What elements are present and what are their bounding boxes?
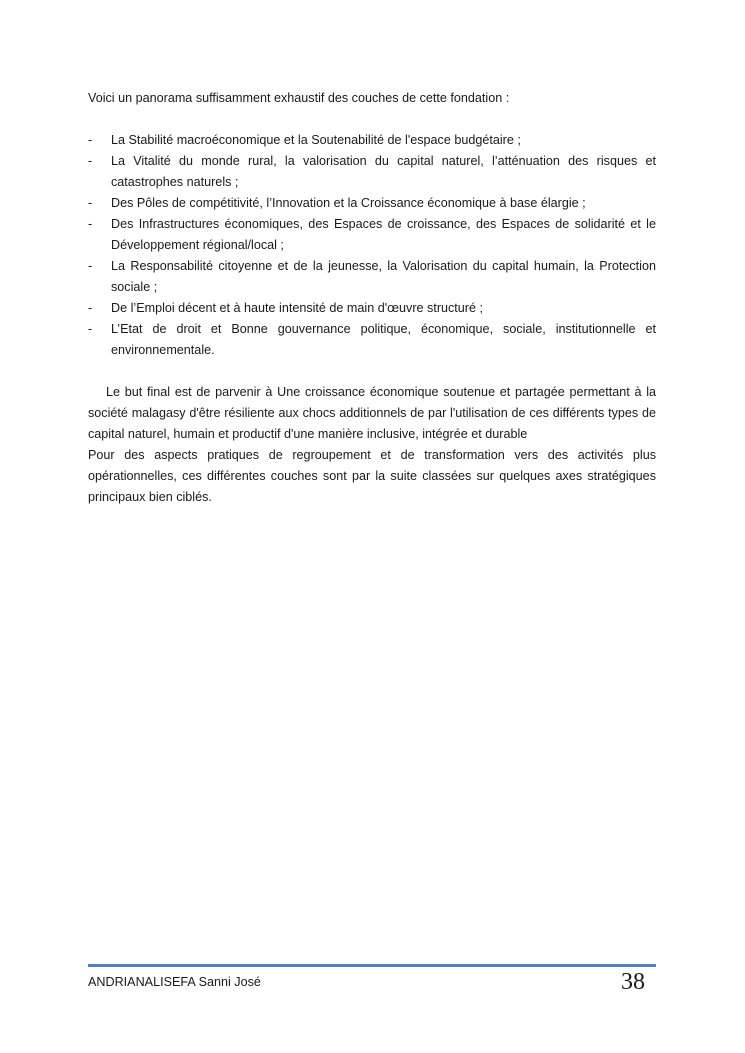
list-item <box>88 130 656 151</box>
goal-paragraph: Le but final est de parvenir à Une croissance économique soutenue et partagée permettant à la société malagasy d'être résiliente aux chocs additionnels de par l'utilisation de ces différents types de capital naturel, humain et productif d'une manière inclusive, intégrée et durable <box>88 385 656 441</box>
footer-rule <box>88 964 656 967</box>
bullet-dash: - <box>88 301 93 315</box>
bullet-dash: - <box>88 322 93 336</box>
list-item-text: La Vitalité du monde rural, la valorisation du capital naturel, l’atténuation des risques et catastrophes naturels ; <box>111 154 656 189</box>
page-body <box>88 88 656 508</box>
list-item <box>88 193 656 214</box>
list-item <box>88 214 656 256</box>
list-item-text: L’Etat de droit et Bonne gouvernance politique, économique, sociale, institutionnelle et environnementale. <box>111 322 656 357</box>
intro-sentence: Voici un panorama suffisamment exhaustif des couches de cette fondation : <box>88 91 510 105</box>
list-item <box>88 319 656 361</box>
bullet-dash: - <box>88 259 93 273</box>
list-item-text: La Responsabilité citoyenne et de la jeunesse, la Valorisation du capital humain, la Protection sociale ; <box>111 259 656 294</box>
list-item-text: Des Pôles de compétitivité, l’Innovation et la Croissance économique à base élargie ; <box>111 196 586 210</box>
bullet-dash: - <box>88 154 93 168</box>
footer-author: ANDRIANALISEFA Sanni José <box>88 975 261 989</box>
conclusion-block <box>88 382 656 508</box>
bullet-dash: - <box>88 196 93 210</box>
list-item <box>88 151 656 193</box>
list-item-text: Des Infrastructures économiques, des Espaces de croissance, des Espaces de solidarité et le Développement régional/local ; <box>111 217 656 252</box>
bullet-dash: - <box>88 133 93 147</box>
list-item-text: De l’Emploi décent et à haute intensité de main d'œuvre structuré ; <box>111 301 484 315</box>
bullet-dash: - <box>88 217 93 231</box>
list-item <box>88 256 656 298</box>
axes-paragraph: Pour des aspects pratiques de regroupement et de transformation vers des activités plus opérationnelles, ces différentes couches sont par la suite classées sur quelques axes stratégiques principaux bien ciblés. <box>88 448 656 504</box>
list-item-text: La Stabilité macroéconomique et la Soutenabilité de l'espace budgétaire ; <box>111 133 521 147</box>
page-number: 38 <box>621 969 645 995</box>
list-item <box>88 298 656 319</box>
layers-list <box>88 130 656 361</box>
